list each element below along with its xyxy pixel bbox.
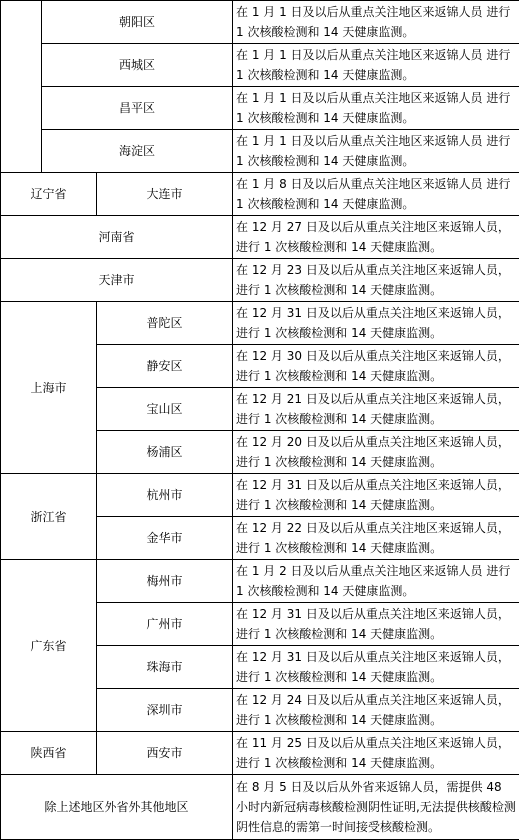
city-cell: 西安市 xyxy=(97,732,233,775)
policy-cell: 在 1 月 1 日及以后从重点关注地区来返锦人员 进行 1 次核酸检测和 14 天健康监测。 xyxy=(233,1,519,44)
table-row xyxy=(1,44,519,87)
region-cell: 除上述地区外省外其他地区 xyxy=(1,775,233,840)
province-cell: 广东省 xyxy=(1,560,97,732)
province-cell: 上海市 xyxy=(1,302,97,474)
policy-cell: 在 12 月 23 日及以后从重点关注地区来返锦人员，进行 1 次核酸检测和 14 天健康监测。 xyxy=(233,259,519,302)
district-cell: 昌平区 xyxy=(42,87,233,130)
city-cell: 深圳市 xyxy=(97,689,233,732)
table-row xyxy=(1,560,519,603)
district-cell: 杨浦区 xyxy=(97,431,233,474)
policy-cell: 在 12 月 21 日及以后从重点关注地区来返锦人员，进行 1 次核酸检测和 14 天健康监测。 xyxy=(233,388,519,431)
city-cell: 杭州市 xyxy=(97,474,233,517)
district-cell: 朝阳区 xyxy=(42,1,233,44)
policy-cell: 在 12 月 31 日及以后从重点关注地区来返锦人员，进行 1 次核酸检测和 14 天健康监测。 xyxy=(233,302,519,345)
table-row xyxy=(1,130,519,173)
policy-cell: 在 12 月 31 日及以后从重点关注地区来返锦人员，进行 1 次核酸检测和 14 天健康监测。 xyxy=(233,603,519,646)
policy-cell: 在 12 月 22 日及以后从重点关注地区来返锦人员，进行 1 次核酸检测和 14 天健康监测。 xyxy=(233,517,519,560)
table-row xyxy=(1,302,519,345)
province-cell xyxy=(1,1,42,173)
table-row xyxy=(1,173,519,216)
policy-cell: 在 12 月 20 日及以后从重点关注地区来返锦人员，进行 1 次核酸检测和 14 天健康监测。 xyxy=(233,431,519,474)
table-row xyxy=(1,259,519,302)
table-row xyxy=(1,216,519,259)
policy-cell: 在 1 月 2 日及以后从重点关注地区来返锦人员 进行 1 次核酸检测和 14 天健康监测。 xyxy=(233,560,519,603)
district-cell: 静安区 xyxy=(97,345,233,388)
city-cell: 珠海市 xyxy=(97,646,233,689)
district-cell: 宝山区 xyxy=(97,388,233,431)
policy-cell: 在 1 月 1 日及以后从重点关注地区来返锦人员 进行 1 次核酸检测和 14 天健康监测。 xyxy=(233,87,519,130)
policy-cell: 在 12 月 31 日及以后从重点关注地区来返锦人员，进行 1 次核酸检测和 14 天健康监测。 xyxy=(233,474,519,517)
policy-cell: 在 12 月 31 日及以后从重点关注地区来返锦人员，进行 1 次核酸检测和 14 天健康监测。 xyxy=(233,646,519,689)
policy-cell: 在 1 月 1 日及以后从重点关注地区来返锦人员 进行 1 次核酸检测和 14 天健康监测。 xyxy=(233,44,519,87)
city-cell: 大连市 xyxy=(97,173,233,216)
policy-cell: 在 1 月 8 日及以后从重点关注地区来返锦人员 进行 1 次核酸检测和 14 天健康监测。 xyxy=(233,173,519,216)
province-cell: 浙江省 xyxy=(1,474,97,560)
district-cell: 西城区 xyxy=(42,44,233,87)
province-cell: 陕西省 xyxy=(1,732,97,775)
policy-cell: 在 11 月 25 日及以后从重点关注地区来返锦人员，进行 1 次核酸检测和 14 天健康监测。 xyxy=(233,732,519,775)
region-cell: 河南省 xyxy=(1,216,233,259)
district-cell: 普陀区 xyxy=(97,302,233,345)
region-cell: 天津市 xyxy=(1,259,233,302)
city-cell: 金华市 xyxy=(97,517,233,560)
policy-cell: 在 12 月 27 日及以后从重点关注地区来返锦人员，进行 1 次核酸检测和 14 天健康监测。 xyxy=(233,216,519,259)
table-row xyxy=(1,732,519,775)
city-cell: 梅州市 xyxy=(97,560,233,603)
policy-cell: 在 12 月 30 日及以后从重点关注地区来返锦人员，进行 1 次核酸检测和 14 天健康监测。 xyxy=(233,345,519,388)
province-cell: 辽宁省 xyxy=(1,173,97,216)
policy-cell: 在 1 月 1 日及以后从重点关注地区来返锦人员 进行 1 次核酸检测和 14 天健康监测。 xyxy=(233,130,519,173)
policy-cell: 在 8 月 5 日及以后从外省来返锦人员，需提供 48 小时内新冠病毒核酸检测阴性证明,无法提供核酸检测阴性信息的需第一时间接受核酸检测。 xyxy=(233,775,519,840)
table-row xyxy=(1,1,519,44)
table-row xyxy=(1,474,519,517)
table-row xyxy=(1,775,519,840)
policy-cell: 在 12 月 24 日及以后从重点关注地区来返锦人员，进行 1 次核酸检测和 14 天健康监测。 xyxy=(233,689,519,732)
city-cell: 广州市 xyxy=(97,603,233,646)
table-row xyxy=(1,87,519,130)
district-cell: 海淀区 xyxy=(42,130,233,173)
